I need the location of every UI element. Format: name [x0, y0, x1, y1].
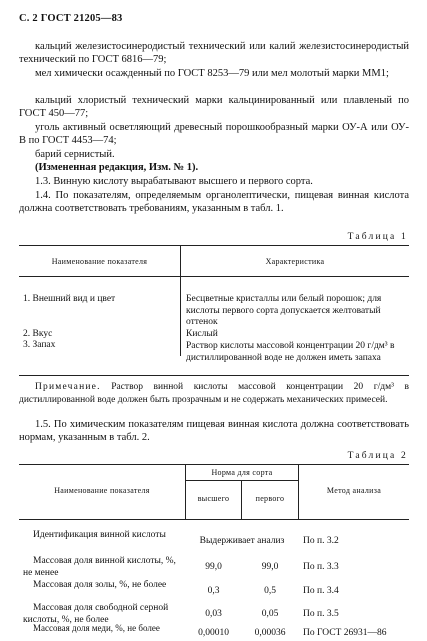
table2-row-first: 0,05 — [261, 609, 279, 619]
table2-row-first: 0,5 — [264, 586, 276, 596]
table2-top-rule — [19, 464, 409, 465]
table1-bottom-rule — [19, 375, 409, 376]
material-item: кальций хлористый технический марки кальцинированный или плавленый по ГОСТ 450—77; — [19, 95, 409, 120]
table1-row-value: Кислый — [186, 329, 218, 339]
table2-row-name: Массовая доля свободной серной кислоты, %, не более — [23, 603, 169, 625]
table2-header-norm: Норма для сорта — [211, 468, 273, 477]
table2-row-highest: 0,03 — [205, 609, 222, 619]
material-item: уголь активный осветляющий древесный порошкообразный марки ОУ-А или ОУ-В по ГОСТ 4453—74; — [19, 122, 409, 147]
material-item: барий сернистый. — [35, 149, 115, 160]
table2-header-highest: высшего — [197, 494, 230, 503]
table2-row-highest: 99,0 — [205, 562, 222, 572]
table2-row-highest: Выдерживает анализ — [199, 536, 285, 546]
table1-row-name: 2. Вкус — [23, 329, 53, 339]
table2-row-name: Массовая доля золы, %, не более — [33, 580, 167, 590]
table2-header-method: Метод анализа — [326, 486, 382, 495]
paragraph-1-3: 1.3. Винную кислоту вырабатывают высшего и первого сорта. — [35, 176, 313, 187]
table1-row-value: Бесцветные кристаллы или белый порошок; для кислоты первого сорта допускается желтоватый оттенок — [186, 294, 382, 327]
table2-row-method: По п. 3.5 — [303, 609, 339, 619]
table2-row-first: 99,0 — [261, 562, 279, 572]
table1-note — [19, 381, 409, 406]
table1-column-divider — [180, 276, 181, 356]
table1-caption: Таблица 1 — [347, 232, 408, 242]
table2-header-first: первого — [255, 494, 285, 503]
paragraph-1-4: 1.4. По показателям, определяемым органолептически, пищевая винная кислота должна соответствовать требованиям, указанным в табл. 1. — [19, 190, 409, 215]
table1-row-name: 3. Запах — [23, 340, 56, 350]
table2-row-name: Идентификация винной кислоты — [33, 530, 166, 540]
table2-row-highest: 0,00010 — [198, 628, 229, 638]
table1-row-value: Раствор кислоты массовой концентрации 20 г/дм³ в дистиллированной воде не должен иметь запаха — [186, 341, 395, 363]
material-item: мел химически осажденный по ГОСТ 8253—79 или мел молотый марки ММ1; — [35, 68, 389, 79]
table1-header-characteristic: Характеристика — [265, 257, 325, 266]
table2-row-name: Массовая доля винной кислоты, %, не менее — [23, 556, 176, 578]
table1-header-rule — [19, 276, 409, 277]
table2-subheader-rule — [185, 480, 298, 481]
amendment-note: (Измененная редакция, Изм. № 1). — [35, 162, 199, 173]
table2-row-method: По п. 3.4 — [303, 586, 339, 596]
table2-row-method: По п. 3.3 — [303, 562, 339, 572]
table2-header-name: Наименование показателя — [54, 486, 150, 495]
table2-row-method: По п. 3.2 — [303, 536, 339, 546]
page-header: С. 2 ГОСТ 21205—83 — [19, 13, 123, 24]
table2-row-first: 0,00036 — [254, 628, 286, 638]
note-body: Раствор винной кислоты массовой концентрации 20 г/дм³ в дистиллированной воде должен быть прозрачным и не содержать механических примесей. — [19, 382, 409, 405]
paragraph-1-5: 1.5. По химическим показателям пищевая винная кислота должна соответствовать нормам, указанным в табл. 2. — [19, 419, 409, 444]
table2-row-highest: 0,3 — [207, 586, 220, 596]
table2-caption: Таблица 2 — [347, 451, 408, 461]
table2-header-rule — [19, 519, 409, 520]
material-item: кальций железистосинеродистый технический или калий железистосинеродистый технический по ГОСТ 6816—79; — [19, 41, 409, 66]
table2-row-name: Массовая доля меди, %, не более — [33, 623, 160, 633]
note-label: Примечание. — [35, 382, 101, 392]
table2-row-method: По ГОСТ 26931—86 — [303, 628, 387, 638]
table1-top-rule — [19, 245, 409, 246]
table1-row-name: 1. Внешний вид и цвет — [23, 294, 116, 304]
table1-header-name: Наименование показателя — [51, 257, 148, 266]
